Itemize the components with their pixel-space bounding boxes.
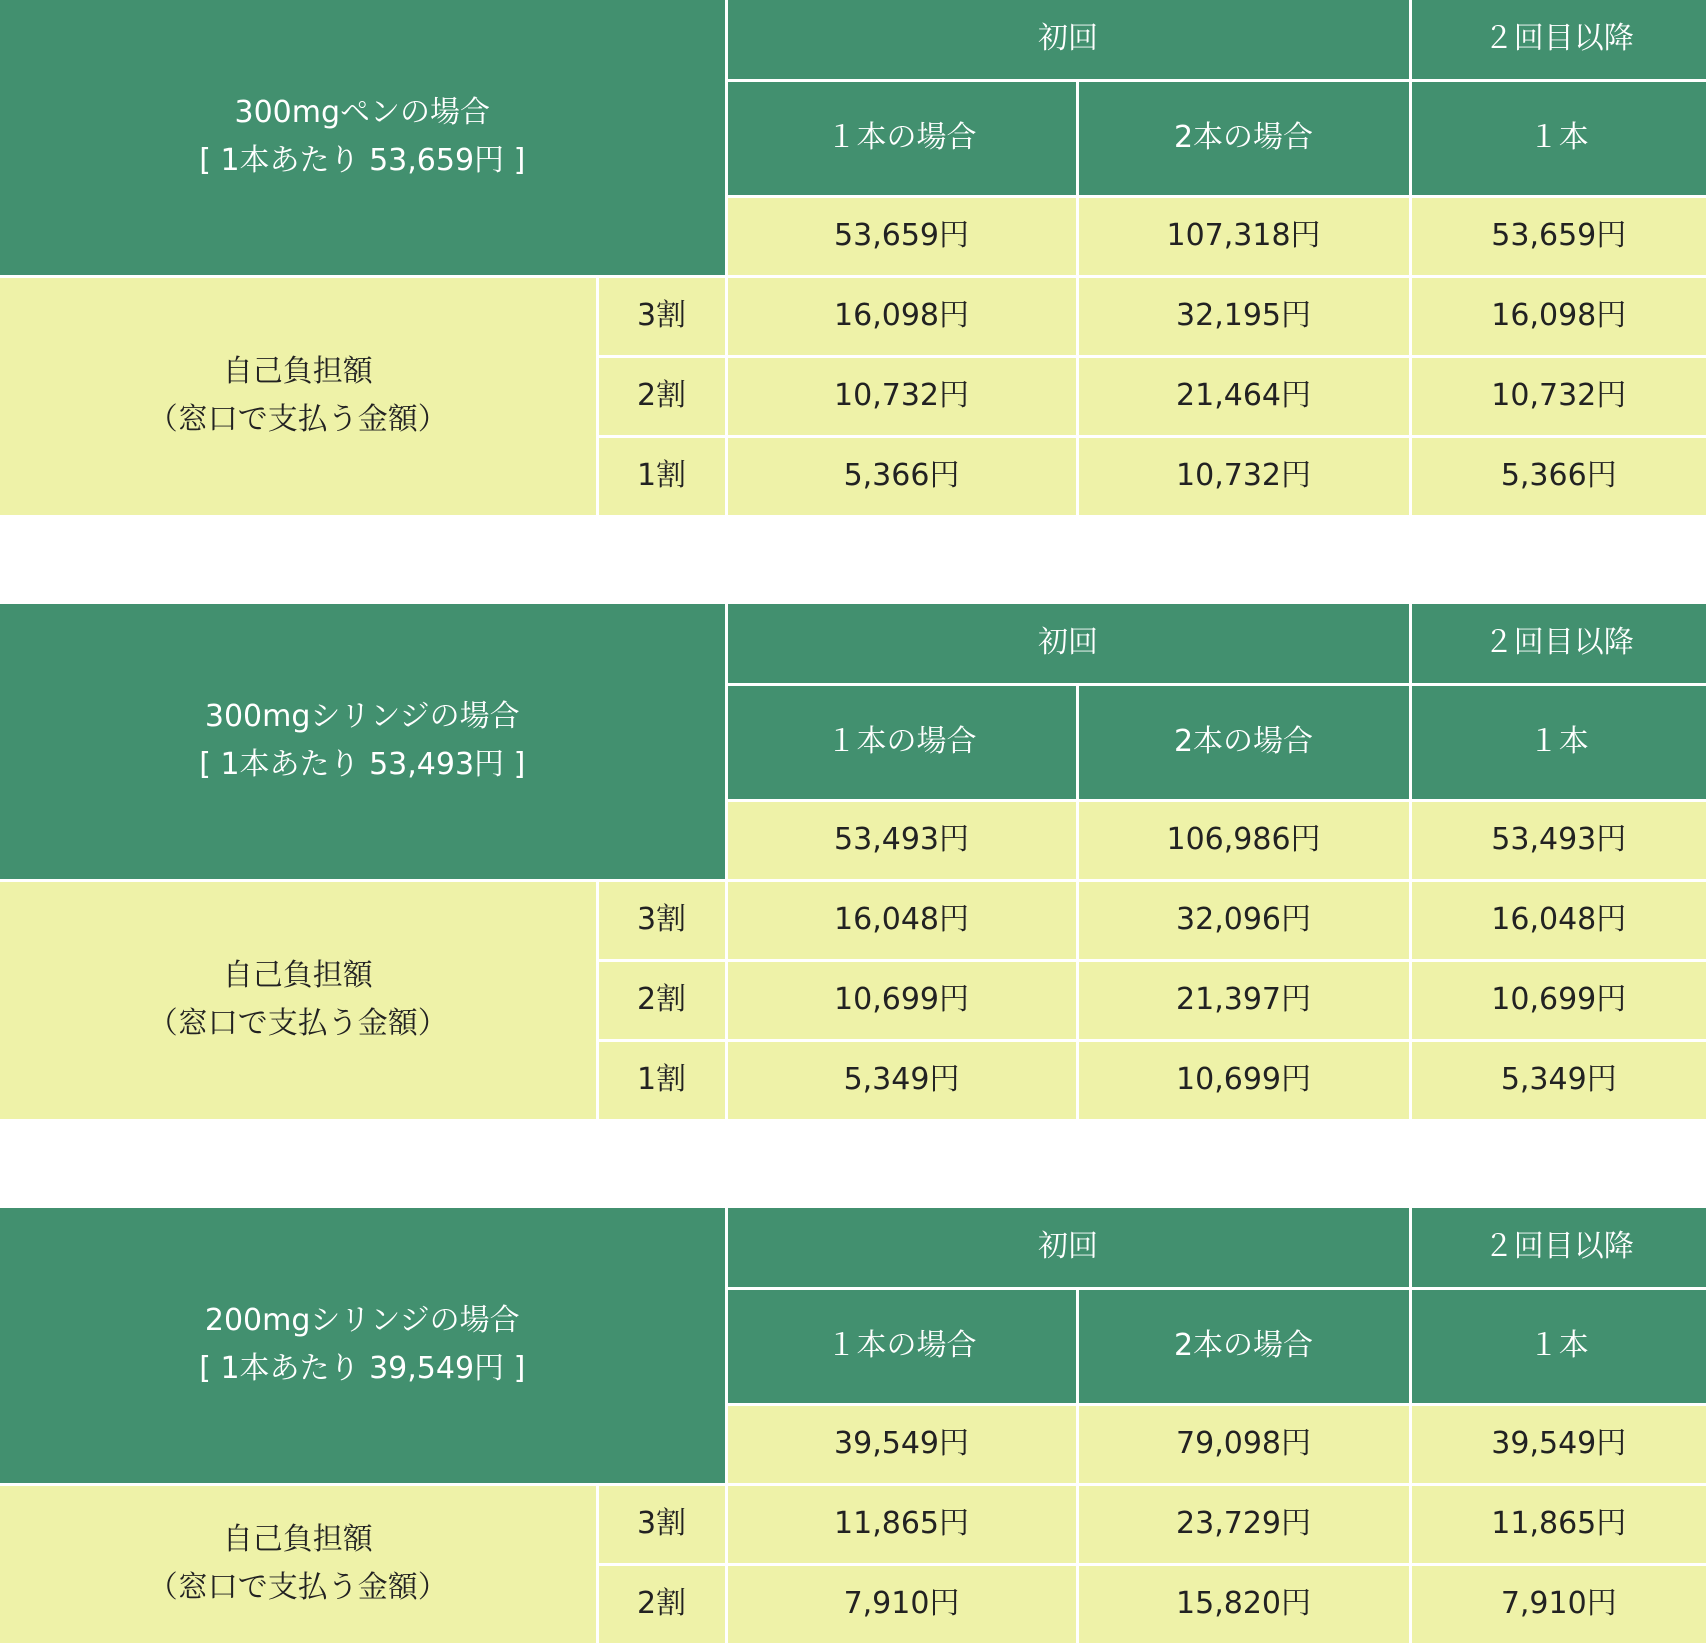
price-table-200mg-syringe xyxy=(0,1208,1706,1646)
value-cell: 10,699円 xyxy=(1077,1040,1410,1120)
value-cell: 10,732円 xyxy=(726,356,1077,436)
table-row xyxy=(0,880,1706,960)
value-cell: 15,820円 xyxy=(1077,1564,1410,1644)
col-one-header: １本 xyxy=(1410,1288,1706,1404)
burden-label-note: （窓口で支払う金額） xyxy=(147,1570,448,1605)
first-time-header: 初回 xyxy=(726,1208,1410,1288)
col-two-pen-header: 2本の場合 xyxy=(1077,1288,1410,1404)
value-cell: 10,699円 xyxy=(1410,960,1706,1040)
burden-label-line: 自己負担額 xyxy=(222,958,373,993)
value-cell: 10,732円 xyxy=(1410,356,1706,436)
ratio-cell: 1割 xyxy=(597,1040,726,1120)
unit-price: [ 1本あたり 53,493円 ] xyxy=(199,747,526,783)
total-cell: 107,318円 xyxy=(1077,196,1410,276)
value-cell: 32,195円 xyxy=(1077,276,1410,356)
col-one-pen-header: １本の場合 xyxy=(726,684,1077,800)
value-cell: 11,865円 xyxy=(726,1484,1077,1564)
product-name: 300mgペンの場合 xyxy=(234,95,491,131)
value-cell: 16,048円 xyxy=(1410,880,1706,960)
value-cell: 11,865円 xyxy=(1410,1484,1706,1564)
total-cell: 53,493円 xyxy=(726,800,1077,880)
product-name: 300mgシリンジの場合 xyxy=(204,699,520,735)
value-cell: 32,096円 xyxy=(1077,880,1410,960)
product-header xyxy=(0,0,726,276)
ratio-cell: 1割 xyxy=(597,436,726,516)
table-row xyxy=(0,1484,1706,1564)
price-table-300mg-syringe xyxy=(0,604,1706,1122)
burden-label-note: （窓口で支払う金額） xyxy=(147,402,448,437)
value-cell: 10,699円 xyxy=(726,960,1077,1040)
ratio-cell: 2割 xyxy=(597,1564,726,1644)
total-cell: 53,493円 xyxy=(1410,800,1706,880)
value-cell: 10,732円 xyxy=(1077,436,1410,516)
ratio-cell: 2割 xyxy=(597,960,726,1040)
value-cell: 16,048円 xyxy=(726,880,1077,960)
burden-label xyxy=(0,276,597,516)
col-one-header: １本 xyxy=(1410,684,1706,800)
col-two-pen-header: 2本の場合 xyxy=(1077,80,1410,196)
burden-label xyxy=(0,880,597,1120)
value-cell: 23,729円 xyxy=(1077,1484,1410,1564)
value-cell: 21,464円 xyxy=(1077,356,1410,436)
col-two-pen-header: 2本の場合 xyxy=(1077,684,1410,800)
burden-label-note: （窓口で支払う金額） xyxy=(147,1006,448,1041)
price-table-300mg-pen xyxy=(0,0,1706,518)
total-cell: 53,659円 xyxy=(726,196,1077,276)
first-time-header: 初回 xyxy=(726,604,1410,684)
ratio-cell: 3割 xyxy=(597,1484,726,1564)
value-cell: 16,098円 xyxy=(726,276,1077,356)
value-cell: 16,098円 xyxy=(1410,276,1706,356)
burden-label-line: 自己負担額 xyxy=(222,1522,373,1557)
second-time-header: ２回目以降 xyxy=(1410,0,1706,80)
col-one-header: １本 xyxy=(1410,80,1706,196)
value-cell: 21,397円 xyxy=(1077,960,1410,1040)
unit-price: [ 1本あたり 39,549円 ] xyxy=(199,1351,526,1387)
product-name: 200mgシリンジの場合 xyxy=(204,1303,520,1339)
ratio-cell: 3割 xyxy=(597,276,726,356)
burden-label-line: 自己負担額 xyxy=(222,354,373,389)
value-cell: 5,366円 xyxy=(726,436,1077,516)
total-cell: 53,659円 xyxy=(1410,196,1706,276)
value-cell: 5,349円 xyxy=(1410,1040,1706,1120)
col-one-pen-header: １本の場合 xyxy=(726,1288,1077,1404)
total-cell: 79,098円 xyxy=(1077,1404,1410,1484)
value-cell: 7,910円 xyxy=(726,1564,1077,1644)
total-cell: 106,986円 xyxy=(1077,800,1410,880)
first-time-header: 初回 xyxy=(726,0,1410,80)
total-cell: 39,549円 xyxy=(1410,1404,1706,1484)
ratio-cell: 2割 xyxy=(597,356,726,436)
value-cell: 5,366円 xyxy=(1410,436,1706,516)
second-time-header: ２回目以降 xyxy=(1410,604,1706,684)
ratio-cell: 3割 xyxy=(597,880,726,960)
product-header xyxy=(0,604,726,880)
product-header xyxy=(0,1208,726,1484)
value-cell: 7,910円 xyxy=(1410,1564,1706,1644)
burden-label xyxy=(0,1484,597,1644)
unit-price: [ 1本あたり 53,659円 ] xyxy=(199,143,526,179)
total-cell: 39,549円 xyxy=(726,1404,1077,1484)
second-time-header: ２回目以降 xyxy=(1410,1208,1706,1288)
col-one-pen-header: １本の場合 xyxy=(726,80,1077,196)
table-row xyxy=(0,276,1706,356)
value-cell: 5,349円 xyxy=(726,1040,1077,1120)
